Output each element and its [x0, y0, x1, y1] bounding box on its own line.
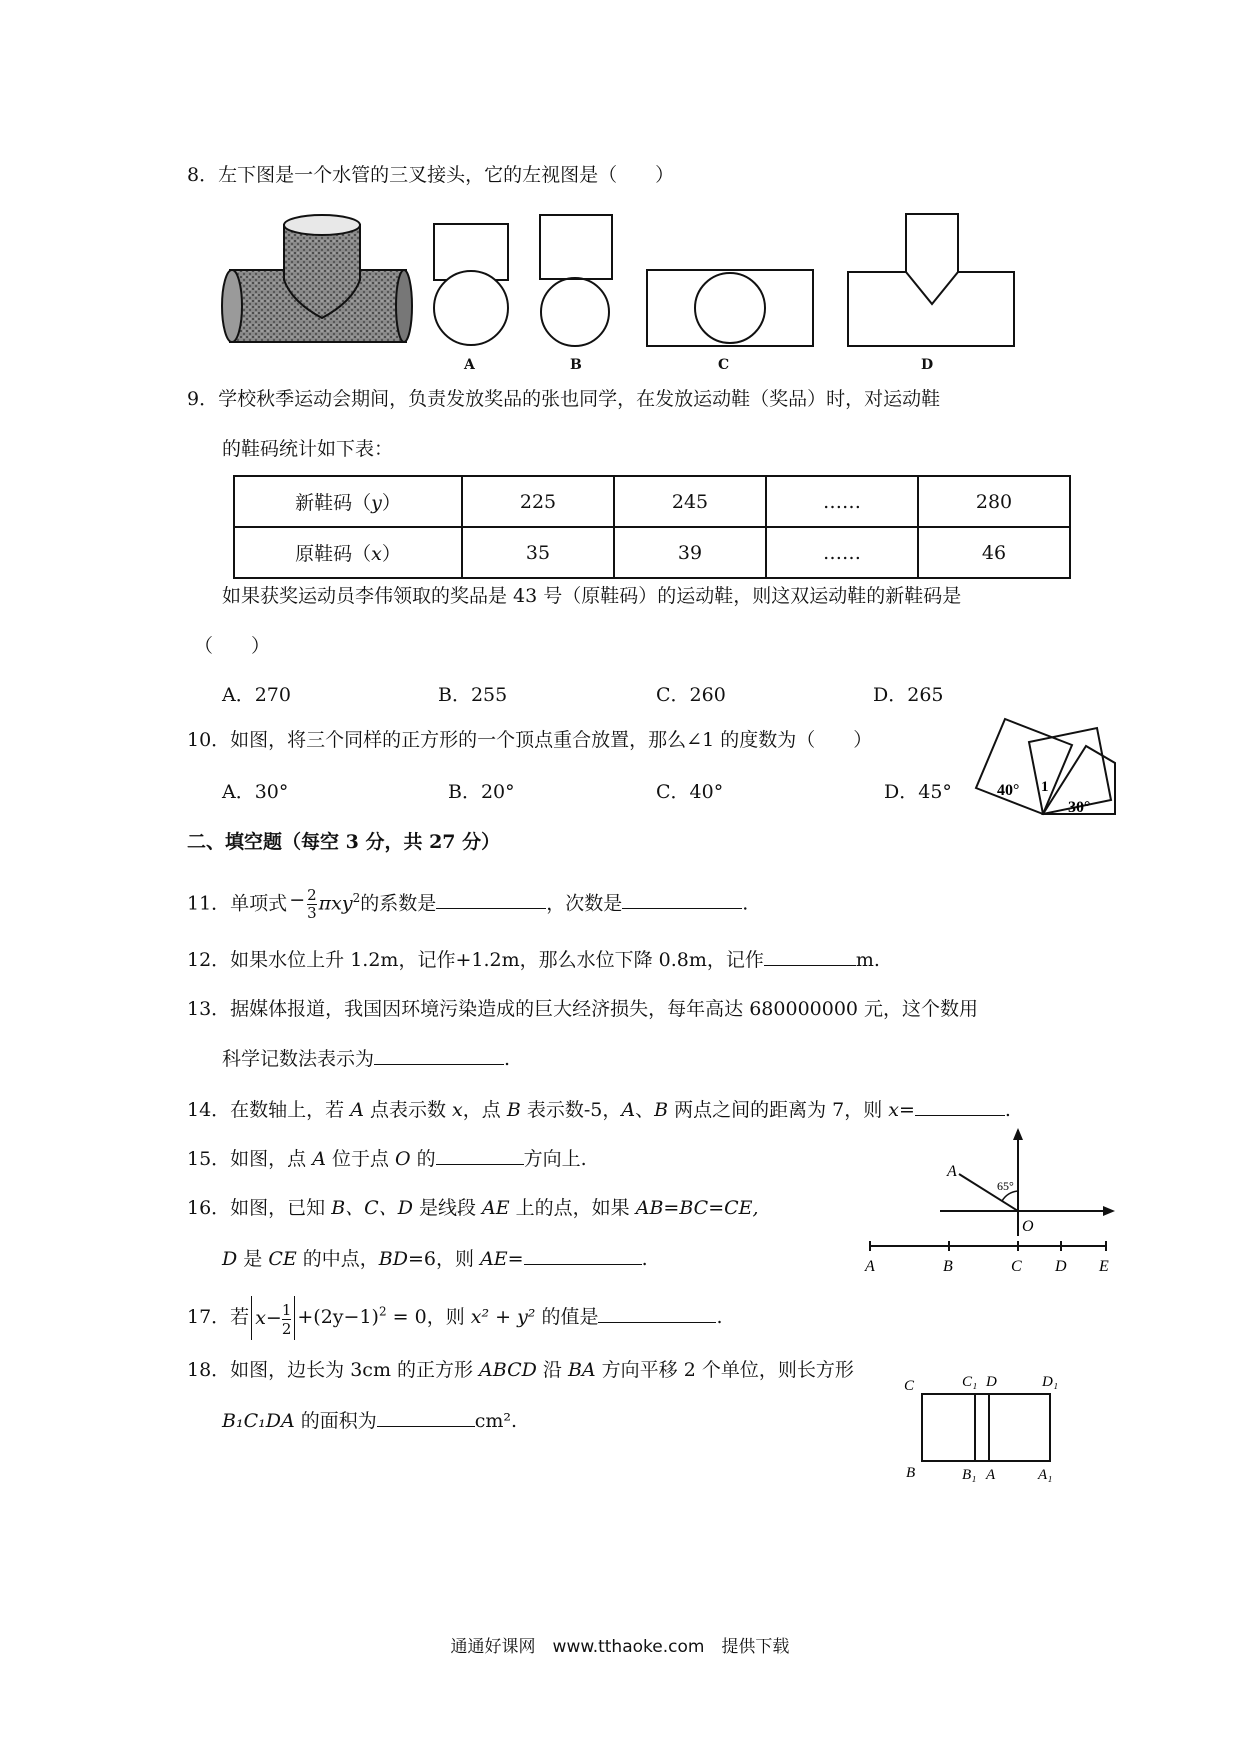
table-cell: 280	[918, 476, 1070, 527]
table-row	[234, 527, 1070, 578]
q10-label-angle1: 1	[1041, 779, 1049, 795]
q11-blank-1[interactable]	[436, 890, 546, 909]
q16-label-b: B	[943, 1258, 953, 1275]
q8-option-c-label: C	[718, 357, 730, 373]
page-footer: 通通好课网 www.tthaoke.com 提供下载	[450, 1637, 790, 1657]
q10-text: 10．如图，将三个同样的正方形的一个顶点重合放置，那么∠1 的度数为（ ）	[187, 729, 873, 751]
table-cell: 35	[462, 527, 614, 578]
q9-line1: 9．学校秋季运动会期间，负责发放奖品的张也同学，在发放运动鞋（奖品）时，对运动鞋	[187, 388, 941, 410]
q9-choice-d: D．265	[873, 684, 944, 706]
q18-line2: B₁C₁DA 的面积为 cm².	[222, 1410, 518, 1432]
q11-frac-num: 2	[307, 885, 317, 904]
q18-blank[interactable]	[377, 1408, 475, 1427]
table-cell: ……	[766, 527, 918, 578]
shoe-size-table	[233, 475, 1071, 579]
table-cell: 225	[462, 476, 614, 527]
q10-choice-c: C．40°	[656, 781, 724, 803]
q17-blank[interactable]	[598, 1304, 716, 1323]
q15-blank[interactable]	[436, 1146, 524, 1165]
table-row	[234, 476, 1070, 527]
section-title: 二、填空题（每空 3 分，共 27 分）	[187, 831, 501, 853]
q16-label-d: D	[1055, 1258, 1067, 1275]
q12-blank[interactable]	[764, 947, 856, 966]
table-cell: 245	[614, 476, 766, 527]
q11-text: 11．单项式 − $\frac{2}{3}$ πxy$^2$的系数是 ，次数是 .	[187, 885, 749, 922]
q8-option-d-label: D	[921, 357, 934, 373]
q10-label-40: 40°	[997, 782, 1020, 799]
q8-option-a-label: A	[464, 357, 475, 373]
q18-label-a1: A₁	[1038, 1467, 1053, 1483]
q9-line2: 的鞋码统计如下表：	[222, 438, 394, 460]
q10-choice-a: A．30°	[222, 781, 289, 803]
q15-direction-figure	[940, 1128, 1115, 1238]
q8-option-d-figure	[846, 212, 1016, 348]
q18-label-d: D	[986, 1374, 997, 1390]
q9-choice-a: A．270	[222, 684, 291, 706]
q16-blank[interactable]	[524, 1246, 642, 1265]
table-cell: 39	[614, 527, 766, 578]
q13-blank[interactable]	[374, 1046, 504, 1065]
table-cell: 46	[918, 527, 1070, 578]
q15-text: 15．如图，点 A 位于点 O 的 方向上.	[187, 1148, 587, 1170]
q9-line3: 如果获奖运动员李伟领取的奖品是 43 号（原鞋码）的运动鞋，则这双运动鞋的新鞋码是	[222, 585, 962, 607]
q9-choice-c: C．260	[656, 684, 726, 706]
q16-line1: 16．如图，已知 B、C、D 是线段 AE 上的点，如果 AB=BC=CE,	[187, 1197, 759, 1219]
q18-label-c1: C₁	[962, 1374, 978, 1390]
q10-choice-b: B．20°	[448, 781, 515, 803]
q17-frac-den: 2	[281, 1319, 292, 1338]
q9-choice-b: B．255	[438, 684, 508, 706]
q9-line4: （ ）	[194, 635, 271, 657]
q18-label-b: B	[906, 1465, 916, 1481]
q8-text: 8．左下图是一个水管的三叉接头，它的左视图是（ ）	[187, 164, 675, 186]
table-cell: ……	[766, 476, 918, 527]
q18-line1: 18．如图，边长为 3cm 的正方形 ABCD 沿 BA 方向平移 2 个单位，则长方形	[187, 1359, 854, 1381]
q8-pipe-figure	[222, 210, 412, 355]
q16-label-a: A	[865, 1258, 875, 1275]
q16-label-e: E	[1099, 1258, 1109, 1275]
q13-line2: 科学记数法表示为 .	[222, 1048, 511, 1070]
table-row-label: 原鞋码（x）	[234, 527, 462, 578]
q14-text: 14．在数轴上，若 A 点表示数 x，点 B 表示数-5，A、B 两点之间的距离为 7，则 x= .	[187, 1099, 1011, 1121]
q11-blank-2[interactable]	[622, 890, 742, 909]
q10-choice-d: D．45°	[884, 781, 952, 803]
q18-label-d1: D₁	[1042, 1374, 1059, 1390]
q17-text: 17．若 x− $\frac{1}{2}$ $+(2y-1)^2 = 0$，则 x² + y² 的值是 .	[187, 1296, 723, 1346]
q15-label-a: A	[947, 1163, 957, 1180]
q13-line1: 13．据媒体报道，我国因环境污染造成的巨大经济损失，每年高达 680000000 元，这个数用	[187, 998, 979, 1020]
q8-option-c-figure	[645, 268, 815, 348]
q10-label-30: 30°	[1068, 799, 1091, 816]
q16-label-c: C	[1011, 1258, 1022, 1275]
q17-frac-num: 1	[281, 1300, 292, 1319]
q18-label-c: C	[904, 1378, 915, 1394]
q15-label-o: O	[1022, 1218, 1034, 1235]
q16-segment-figure	[865, 1236, 1115, 1276]
q12-text: 12．如果水位上升 1.2m，记作+1.2m，那么水位下降 0.8m，记作 m.	[187, 949, 880, 971]
q10-squares-figure	[975, 710, 1120, 820]
q18-translation-figure	[900, 1372, 1080, 1482]
q15-label-65: 65°	[997, 1179, 1014, 1193]
q8-option-b-label: B	[570, 357, 582, 373]
table-row-label: 新鞋码（y）	[234, 476, 462, 527]
q18-label-b1: B₁	[962, 1467, 977, 1483]
q14-blank[interactable]	[915, 1097, 1005, 1116]
q8-option-b-figure	[535, 212, 615, 347]
q11-frac-den: 3	[307, 903, 317, 922]
q8-option-a-figure	[432, 222, 512, 347]
q16-line2: D 是 CE 的中点，BD=6，则 AE= .	[222, 1248, 648, 1270]
q18-label-a: A	[986, 1467, 996, 1483]
